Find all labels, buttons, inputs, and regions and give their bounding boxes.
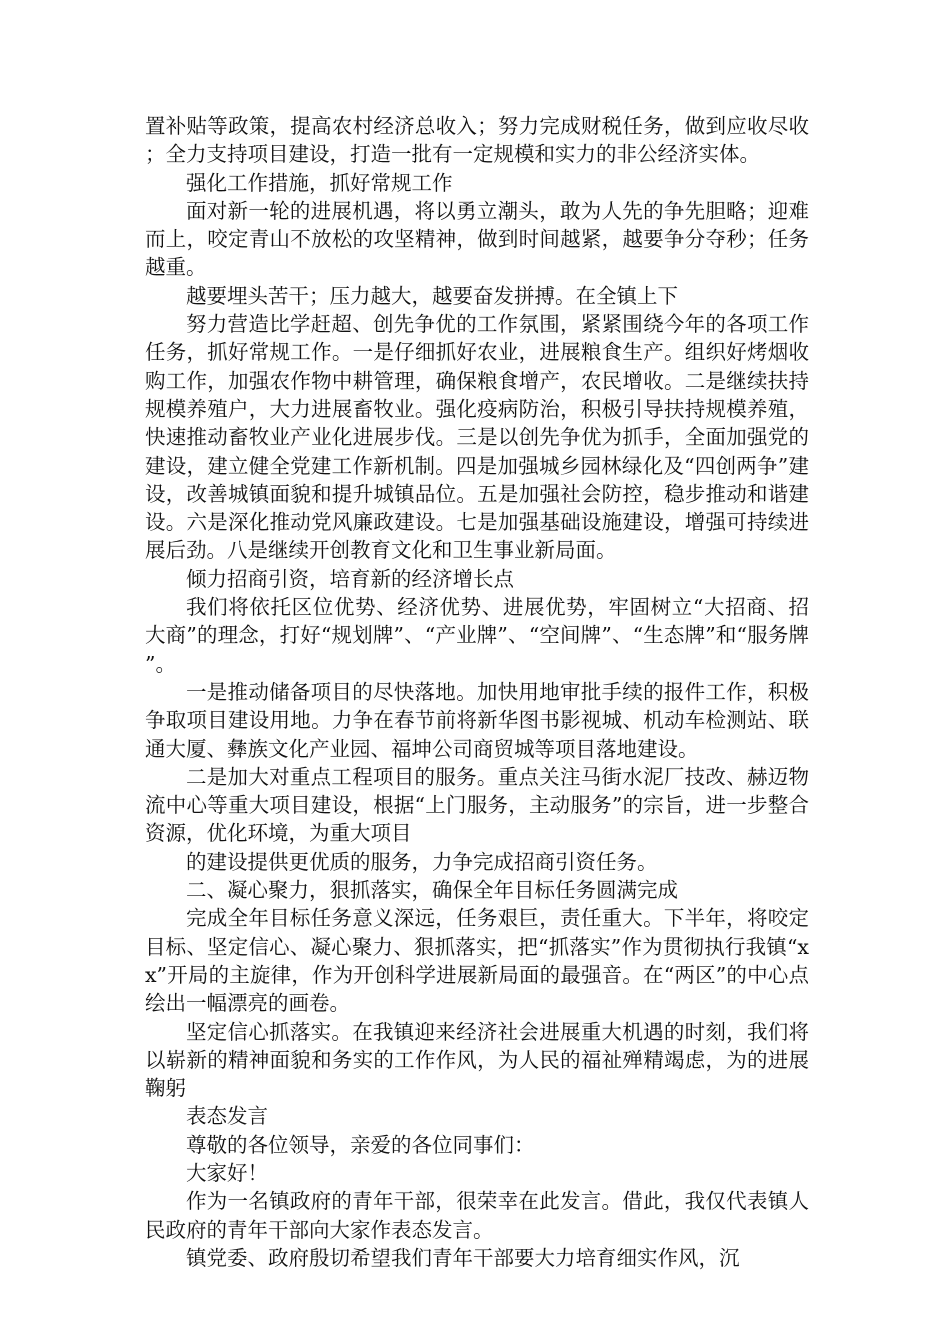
salutation: 尊敬的各位领导，亲爱的各位同事们： [186,1132,535,1157]
paragraph: 努力营造比学赶超、创先争优的工作氛围，紧紧围绕今年的各项工作任务，抓好常规工作。一是仔细抓好农业，进展粮食生产。组织好烤烟收购工作，加强农作物中耕管理，确保粮食增产，农民增收。二是继续扶持规模养殖户，大力进展畜牧业。强化疫病防治，积极引导扶持规模养殖，快速推动畜牧业产业化进展步伐。三是以创先争优为抓手，全面加强党的建设，建立健全党建工作新机制。四是加强城乡园林绿化及“四创两争”建设，改善城镇面貌和提升城镇品位。五是加强社会防控，稳步推动和谐建设。六是深化推动党风廉政建设。七是加强基础设施建设，增强可持续进展后劲。八是继续开创教育文化和卫生事业新局面。 [145,312,809,563]
paragraph: 的建设提供更优质的服务，力争完成招商引资任务。 [186,849,658,874]
paragraph-continued: 置补贴等政策，提高农村经济总收入；努力完成财税任务，做到应收尽收；全力支持项目建设，打造一批有一定规模和实力的非公经济实体。 [145,114,809,167]
paragraph: 我们将依托区位优势、经济优势、进展优势，牢固树立“大招商、招大商”的理念，打好“规划牌”、“产业牌”、“空间牌”、“生态牌”和“服务牌”。 [145,595,809,676]
paragraph: 二是加大对重点工程项目的服务。重点关注马街水泥厂技改、赫迈物流中心等重大项目建设，根据“上门服务，主动服务”的宗旨，进一步整合资源，优化环境，为重大项目 [145,764,809,846]
document-body [145,112,809,1272]
section-heading: 二、凝心聚力，狠抓落实，确保全年目标任务圆满完成 [186,878,678,903]
paragraph: 一是推动储备项目的尽快落地。加快用地审批手续的报件工作，积极争取项目建设用地。力争在春节前将新华图书影视城、机动车检测站、联通大厦、彝族文化产业园、福坤公司商贸城等项目落地建设。 [145,679,809,761]
section-heading: 强化工作措施，抓好常规工作 [186,170,453,195]
paragraph: 作为一名镇政府的青年干部，很荣幸在此发言。借此，我仅代表镇人民政府的青年干部向大家作表态发言。 [145,1189,809,1242]
paragraph: 面对新一轮的进展机遇，将以勇立潮头，敢为人先的争先胆略；迎难而上，咬定青山不放松的攻坚精神，做到时间越紧，越要争分夺秒；任务越重。 [145,198,809,280]
section-heading: 倾力招商引资，培育新的经济增长点 [186,566,514,591]
paragraph: 镇党委、政府殷切希望我们青年干部要大力培育细实作风，沉 [186,1245,740,1270]
paragraph: 坚定信心抓落实。在我镇迎来经济社会进展重大机遇的时刻，我们将以崭新的精神面貌和务实的工作作风，为人民的福祉殚精竭虑，为的进展鞠躬 [145,1019,809,1101]
greeting: 大家好！ [186,1160,268,1185]
paragraph: 完成全年目标任务意义深远，任务艰巨，责任重大。下半年，将咬定目标、坚定信心、凝心聚力、狠抓落实，把“抓落实”作为贯彻执行我镇“xx”开局的主旋律，作为开创科学进展新局面的最强音。在“两区”的中心点绘出一幅漂亮的画卷。 [145,906,809,1016]
paragraph: 越要埋头苦干；压力越大，越要奋发拼搏。在全镇上下 [186,283,678,308]
speech-title: 表态发言 [186,1104,268,1129]
